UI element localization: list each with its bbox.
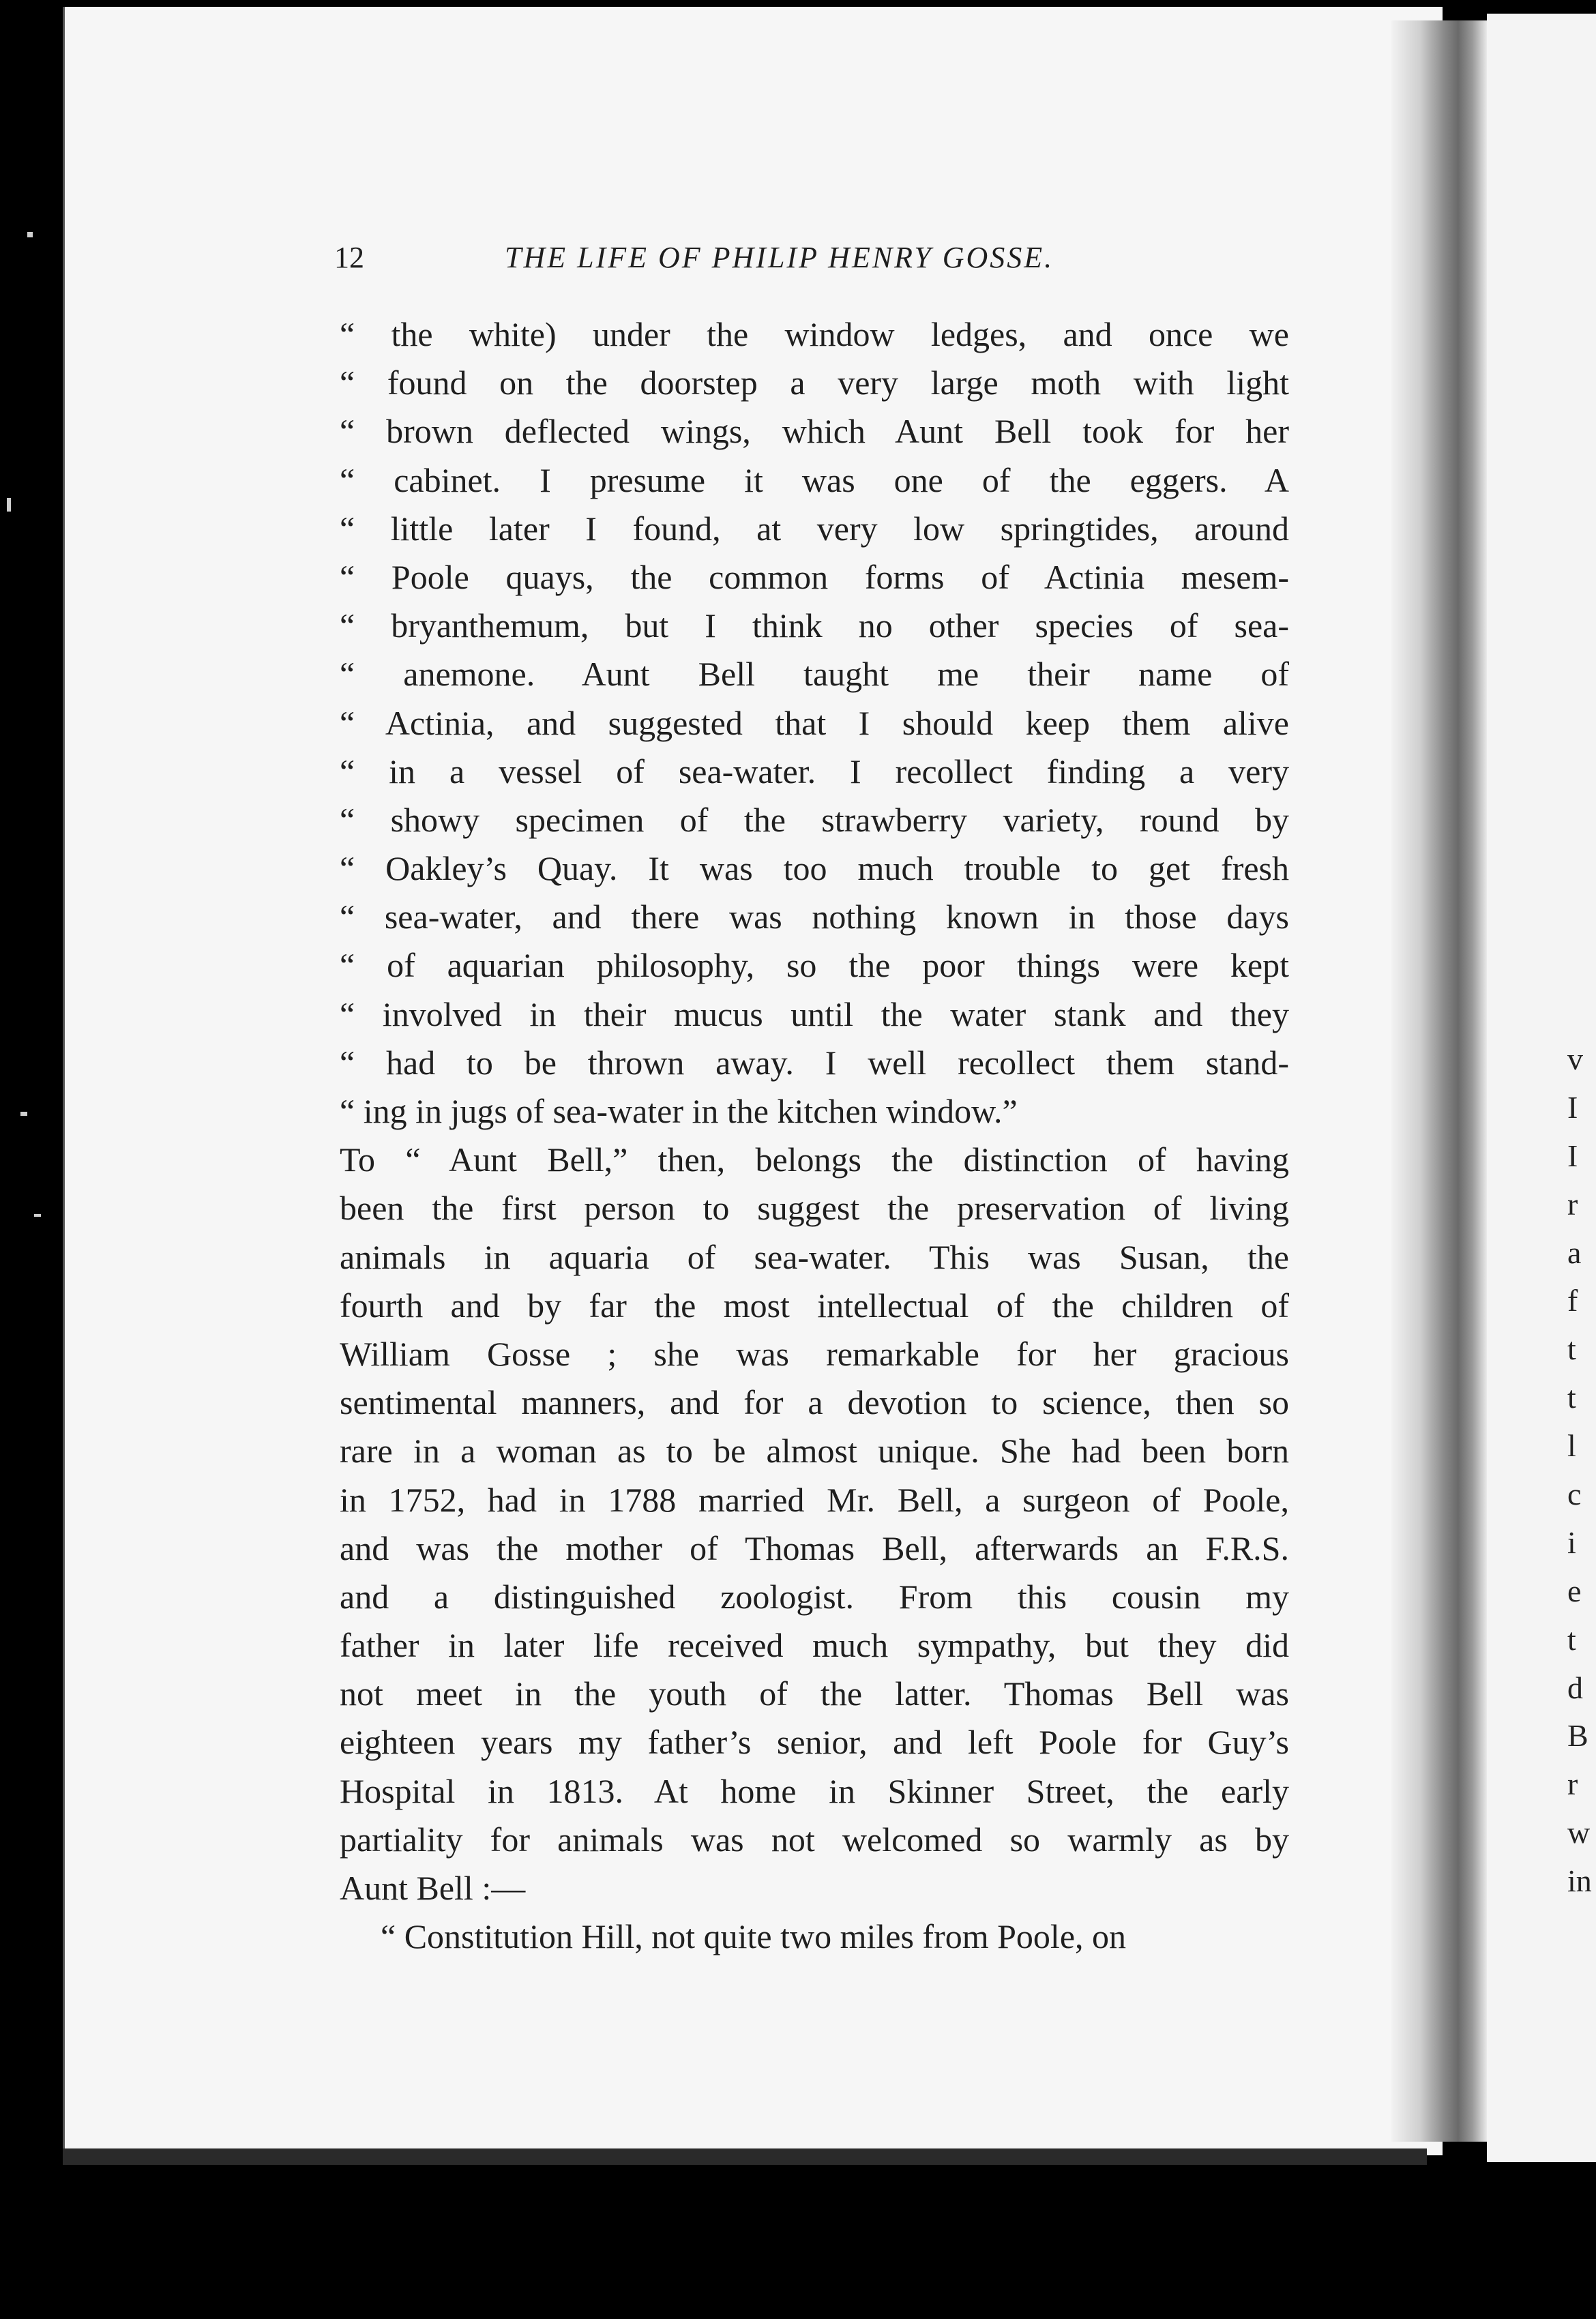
paragraph-line: and a distinguished zoologist. From this cousin my xyxy=(340,1577,1289,1616)
facing-fragment: i xyxy=(1567,1524,1576,1560)
quoted-line: “ found on the doorstep a very large moth with light xyxy=(340,364,1289,402)
quoted-line: “ of aquarian philosophy, so the poor things were kept xyxy=(340,946,1289,985)
paragraph-line: sentimental manners, and for a devotion to science, then so xyxy=(340,1383,1289,1422)
facing-fragment: v xyxy=(1567,1042,1583,1076)
scan-speck xyxy=(7,498,11,512)
quoted-line: “ Oakley’s Quay. It was too much trouble to get fresh xyxy=(340,849,1289,888)
facing-fragment: c xyxy=(1567,1477,1582,1512)
quoted-line: “ cabinet. I presume it was one of the eggers. A xyxy=(340,460,1289,499)
paragraph-line: been the first person to suggest the preservation of living xyxy=(340,1189,1289,1228)
quoted-line: “ little later I found, at very low springtides, around xyxy=(340,509,1289,548)
facing-fragment: e xyxy=(1567,1573,1582,1608)
quoted-line: “ Actinia, and suggested that I should keep them alive xyxy=(340,703,1289,742)
facing-page-text-fragments xyxy=(1567,1035,1596,1906)
facing-fragment: t xyxy=(1567,1380,1576,1415)
body-text xyxy=(340,310,1289,1961)
paragraph-line: not meet in the youth of the latter. Thomas Bell was xyxy=(340,1674,1289,1713)
final-line: “ Constitution Hill, not quite two miles from Poole, on xyxy=(381,1917,1127,1956)
facing-fragment: r xyxy=(1567,1767,1578,1802)
facing-fragment: f xyxy=(1567,1283,1578,1318)
facing-fragment: t xyxy=(1567,1331,1576,1367)
paragraph-line: Aunt Bell :— xyxy=(340,1869,526,1907)
paragraph-line: partiality for animals was not welcomed so warmly as by xyxy=(340,1820,1289,1859)
paragraph-line: in 1752, had in 1788 married Mr. Bell, a surgeon of Poole, xyxy=(340,1480,1289,1519)
facing-fragment: d xyxy=(1567,1670,1583,1705)
running-title: THE LIFE OF PHILIP HENRY GOSSE. xyxy=(505,241,1054,274)
quoted-line: “ in a vessel of sea-water. I recollect finding a very xyxy=(340,752,1289,791)
facing-fragment: a xyxy=(1567,1235,1582,1270)
quoted-line: “ bryanthemum, but I think no other species of sea- xyxy=(340,606,1289,645)
page-bottom-edge xyxy=(63,2148,1427,2165)
facing-fragment: l xyxy=(1567,1428,1576,1464)
facing-fragment: B xyxy=(1567,1718,1588,1754)
scan-speck xyxy=(27,232,33,237)
paragraph-line: animals in aquaria of sea-water. This was Susan, the xyxy=(340,1237,1289,1276)
quoted-line: “ showy specimen of the strawberry variety, round by xyxy=(340,800,1289,839)
facing-fragment: in xyxy=(1567,1863,1592,1899)
facing-fragment: t xyxy=(1567,1621,1576,1657)
facing-fragment: I xyxy=(1567,1138,1578,1173)
paragraph-line: rare in a woman as to be almost unique. She had been born xyxy=(340,1432,1289,1471)
quoted-line: “ involved in their mucus until the water stank and they xyxy=(340,994,1289,1033)
quoted-line: “ anemone. Aunt Bell taught me their name of xyxy=(340,655,1289,694)
book-gutter-shadow xyxy=(1391,20,1487,2142)
paragraph-line: William Gosse ; she was remarkable for her gracious xyxy=(340,1334,1289,1373)
paragraph-line: To “ Aunt Bell,” then, belongs the distinction of having xyxy=(340,1140,1289,1179)
quoted-line: “ Poole quays, the common forms of Actinia mesem- xyxy=(340,557,1289,596)
scan-speck xyxy=(34,1214,41,1217)
quoted-line: “ brown deflected wings, which Aunt Bell took for her xyxy=(340,412,1289,451)
paragraph-line: eighteen years my father’s senior, and left Poole for Guy’s xyxy=(340,1723,1289,1762)
facing-fragment: w xyxy=(1567,1815,1591,1850)
paragraph-line: father in later life received much sympathy, but they did xyxy=(340,1626,1289,1665)
paragraph-line: fourth and by far the most intellectual of the children of xyxy=(340,1286,1289,1325)
paragraph-line: and was the mother of Thomas Bell, afterwards an F.R.S. xyxy=(340,1528,1289,1567)
quoted-line: “ the white) under the window ledges, and once we xyxy=(340,315,1289,353)
quoted-line: “ sea-water, and there was nothing known in those days xyxy=(340,898,1289,936)
scan-speck xyxy=(20,1112,27,1116)
quoted-line: “ had to be thrown away. I well recollect them stand- xyxy=(340,1043,1289,1082)
page-number: 12 xyxy=(334,241,364,274)
facing-fragment: I xyxy=(1567,1089,1578,1125)
facing-fragment: r xyxy=(1567,1186,1578,1222)
quoted-line: “ ing in jugs of sea-water in the kitchen window.” xyxy=(340,1092,1018,1130)
paragraph-line: Hospital in 1813. At home in Skinner Street, the early xyxy=(340,1771,1289,1810)
